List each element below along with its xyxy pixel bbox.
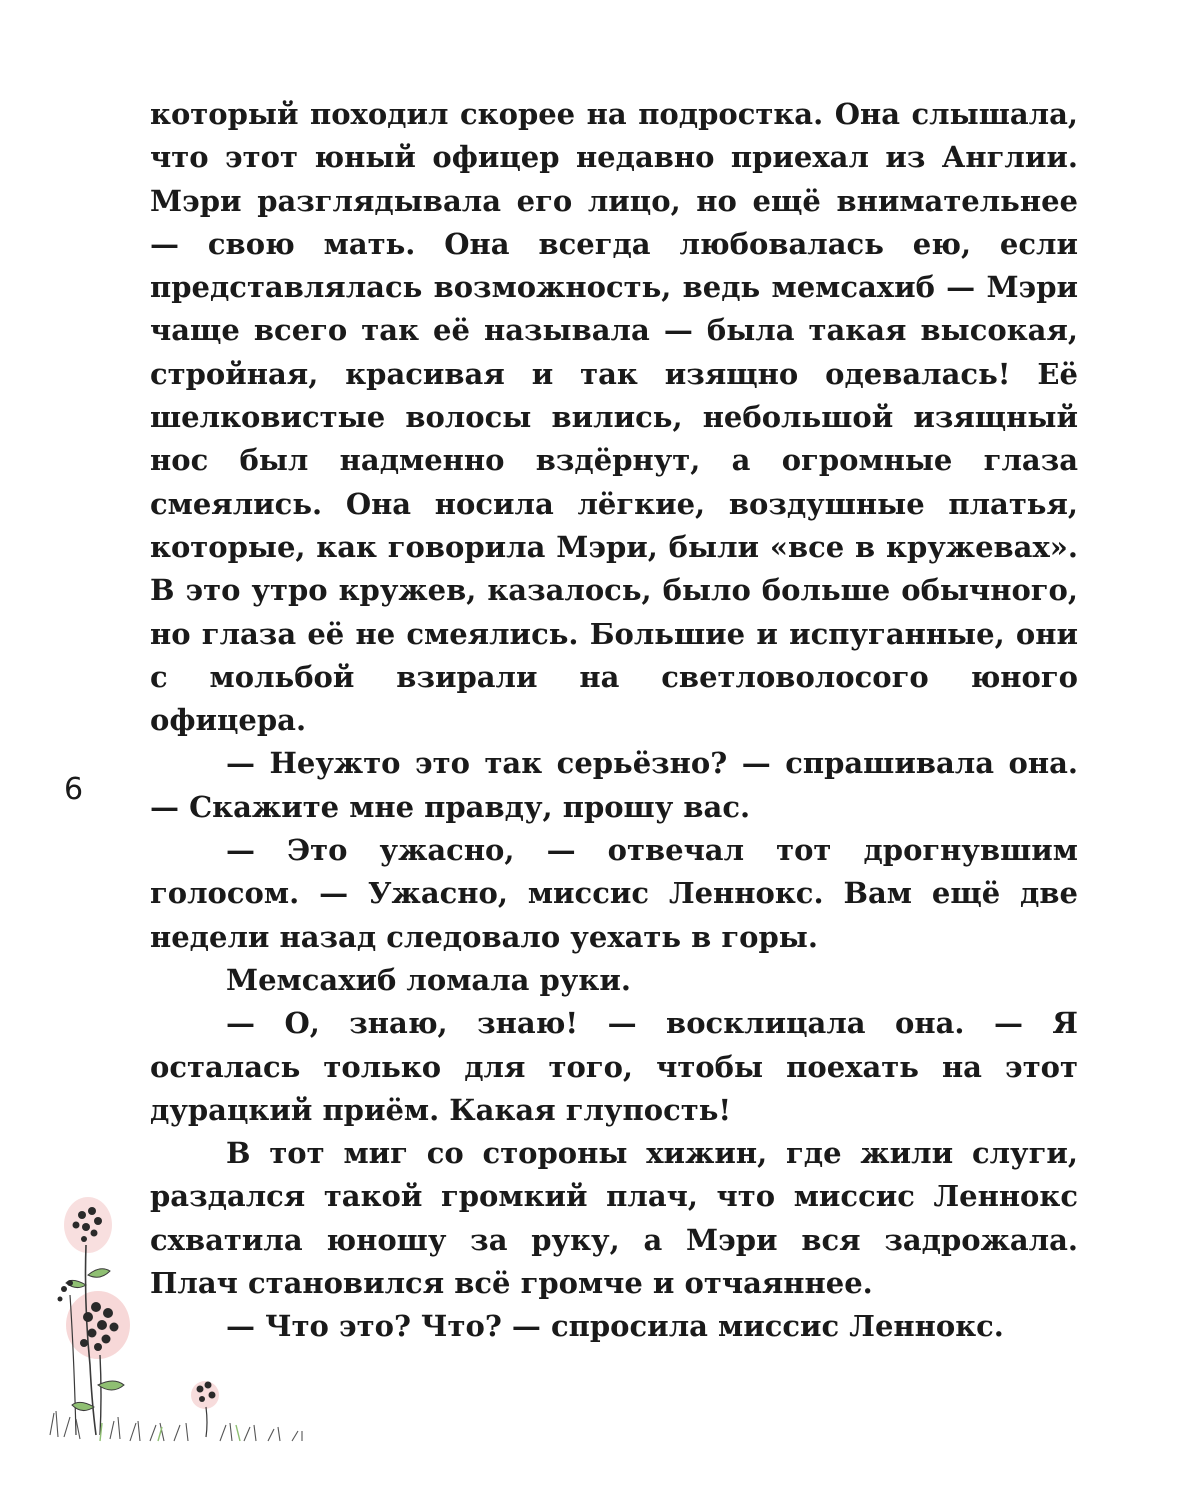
paragraph: — Это ужасно, — отвечал тот дрогнувшим голосом. — Ужасно, миссис Леннокс. Вам ещё две недели назад следовало уехать в горы. (150, 833, 1078, 954)
paragraph: — Неужто это так серьёзно? — спрашивала она. — Скажите мне правду, прошу вас. (150, 746, 1078, 824)
paragraph: — Что это? Что? — спросила миссис Леннокс. (226, 1309, 1004, 1344)
paragraph: В тот миг со стороны хижин, где жили слуги, раздался такой громкий плач, что миссис Леннокс схватила юношу за руку, а Мэри вся задрожала. Плач становился всё громче и отчаяннее. (150, 1136, 1078, 1301)
page-number: 6 (64, 772, 84, 807)
body-text (150, 93, 1078, 1349)
paragraph: который походил скорее на подростка. Она слышала, что этот юный офицер недавно приехал из Англии. Мэри разглядывала его лицо, но ещё внимательнее — свою мать. Она всегда любовалась ею, если представлялась возможность, ведь мемсахиб — Мэри чаще всего так её называла — была такая высокая, стройная, красивая и так изящно одевалась! Её шелковистые волосы вились, небольшой изящный нос был надменно вздёрнут, а огромные глаза смеялись. Она носила лёгкие, воздушные платья, которые, как говорила Мэри, были «все в кружевах». В это утро кружев, казалось, было больше обычного, но глаза её не смеялись. Большие и испуганные, они с мольбой взирали на светловолосого юного офицера. (150, 97, 1078, 738)
flower-illustration (40, 1185, 320, 1455)
paragraph: Мемсахиб ломала руки. (226, 962, 631, 997)
paragraph: — О, знаю, знаю! — восклицала она. — Я осталась только для того, чтобы поехать на этот дурацкий приём. Какая глупость! (150, 1006, 1078, 1127)
